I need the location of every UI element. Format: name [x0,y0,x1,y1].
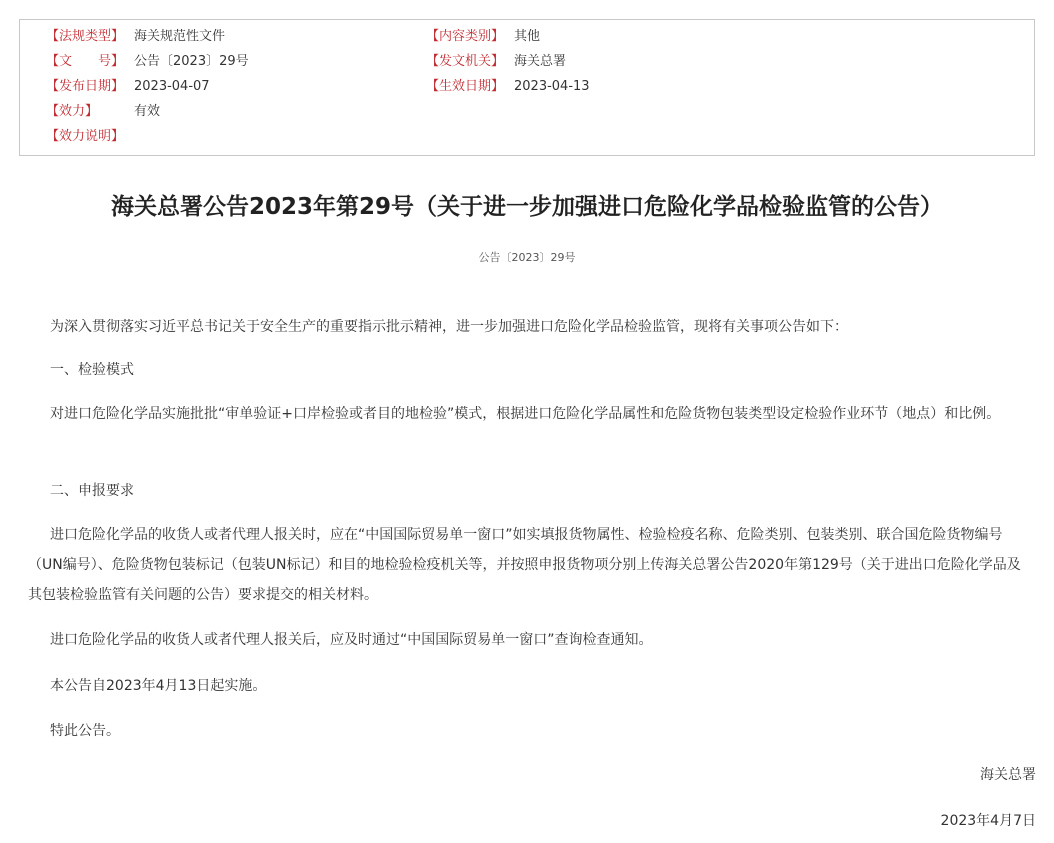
meta-value: 海关规范性文件 [134,29,226,44]
meta-value: 公告〔2023〕29号 [134,54,249,69]
signature-org: 海关总署 [980,767,1036,783]
meta-row-effective-date [426,78,590,103]
meta-value: 有效 [134,104,161,119]
meta-row-issuing-authority [426,53,590,78]
meta-value: 其他 [514,29,541,44]
meta-value: 海关总署 [514,54,567,69]
paragraph-2: 进口危险化学品的收货人或者代理人报关时，应在“中国国际贸易单一窗口”如实填报货物属性、检验检疫名称、危险类别、包装类别、联合国危险货物编号（UN编号）、危险货物包装标记（包装UN标记）和目的地检验检疫机关等，并按照申报货物项分别上传海关总署公告2020年第129号（关于进出口危险化学品及其包装检验监管有关问题的公告）要求提交的相关材料。 [28,527,1021,603]
meta-row-publish-date [46,78,249,103]
section-heading-1: 一、检验模式 [50,362,134,378]
paragraph-5: 特此公告。 [50,723,120,739]
meta-key: 【效力说明】 [46,129,125,144]
meta-key: 【发文机关】 [426,54,505,69]
meta-key: 【文 号】 [46,54,125,69]
metadata-right-column [426,28,590,103]
paragraph-1: 对进口危险化学品实施批批“审单验证+口岸检验或者目的地检验”模式，根据进口危险化学品属性和危险货物包装类型设定检验作业环节（地点）和比例。 [50,406,1001,422]
intro-paragraph: 为深入贯彻落实习近平总书记关于安全生产的重要指示批示精神，进一步加强进口危险化学品检验监管，现将有关事项公告如下： [50,319,848,335]
meta-key: 【生效日期】 [426,79,505,94]
page-title: 海关总署公告2023年第29号（关于进一步加强进口危险化学品检验监管的公告） [110,194,944,220]
meta-row-validity [46,103,249,128]
meta-row-content-category [426,28,590,53]
metadata-left-column [46,28,249,153]
doc-number: 公告〔2023〕29号 [478,251,576,264]
signature-date: 2023年4月7日 [940,813,1036,829]
section-heading-2: 二、申报要求 [50,483,134,499]
meta-key: 【法规类型】 [46,29,125,44]
meta-value: 2023-04-07 [134,79,210,94]
meta-row-law-type [46,28,249,53]
paragraph-3: 进口危险化学品的收货人或者代理人报关后，应及时通过“中国国际贸易单一窗口”查询检查通知。 [50,632,653,648]
paragraph-4: 本公告自2023年4月13日起实施。 [50,678,267,694]
meta-key: 【效力】 [46,104,99,119]
meta-row-doc-number [46,53,249,78]
metadata-panel [19,19,1035,156]
meta-row-validity-note [46,128,249,153]
meta-key: 【发布日期】 [46,79,125,94]
meta-value: 2023-04-13 [514,79,590,94]
meta-key: 【内容类别】 [426,29,505,44]
